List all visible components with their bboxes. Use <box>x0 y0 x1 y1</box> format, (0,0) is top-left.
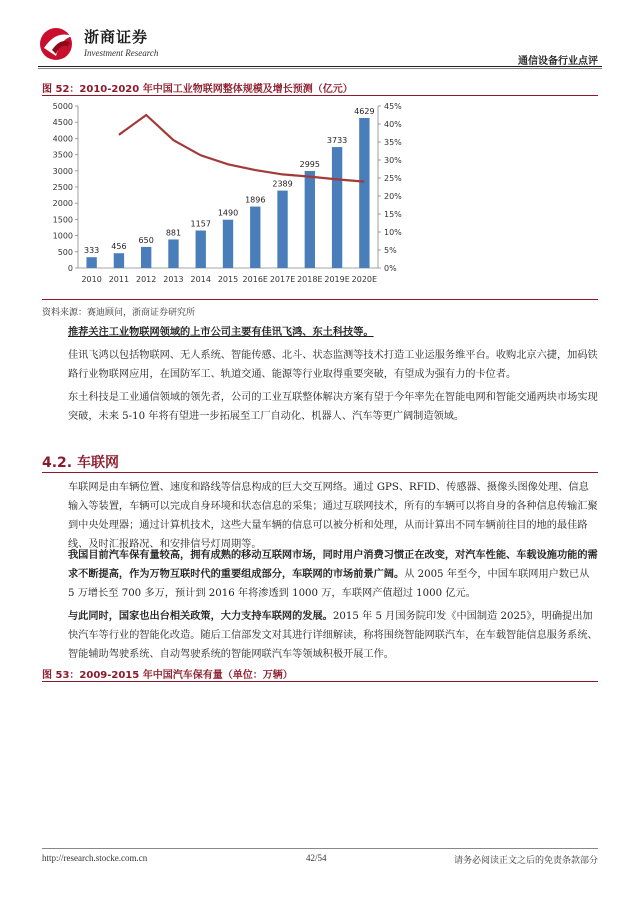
bar <box>332 147 342 268</box>
y-left-tick-label: 2500 <box>52 183 73 192</box>
x-tick-label: 2018E <box>297 275 323 284</box>
y-right-tick-label: 15% <box>384 210 402 219</box>
x-tick-label: 2019E <box>324 275 350 284</box>
iov-policy-bold: 与此同时，国家也出台相关政策，大力支持车联网的发展。 <box>68 610 333 622</box>
y-right-tick-label: 45% <box>384 102 402 111</box>
y-left-tick-label: 5000 <box>52 102 73 111</box>
x-tick-label: 2010 <box>81 275 102 284</box>
figure-52-title: 图 52：2010-2020 年中国工业物联网整体规模及增长预测（亿元） <box>42 84 353 95</box>
recommendation-text: 推荐关注工业物联网领域的上市公司主要有佳讯飞鸿、东土科技等。 <box>68 326 374 338</box>
page-number: 42/54 <box>306 853 327 863</box>
header-divider <box>38 66 602 67</box>
y-left-tick-label: 3500 <box>52 150 73 160</box>
x-tick-label: 2014 <box>190 275 211 284</box>
x-tick-label: 2013 <box>163 275 184 284</box>
y-right-tick-label: 40% <box>384 120 402 129</box>
bar <box>168 239 178 268</box>
bar-value-label: 650 <box>138 235 154 245</box>
bar <box>277 191 287 268</box>
y-right-tick-label: 5% <box>384 246 397 255</box>
bar-value-label: 4629 <box>354 107 375 117</box>
bar <box>250 207 260 268</box>
footer-divider <box>42 848 598 849</box>
bar <box>141 247 151 268</box>
y-left-tick-label: 2000 <box>52 199 73 209</box>
bar <box>223 220 233 268</box>
y-left-tick-label: 4000 <box>52 134 73 144</box>
bar-value-label: 2389 <box>272 179 293 189</box>
bar-value-label: 881 <box>165 228 182 238</box>
x-tick-label: 2011 <box>108 275 130 284</box>
kyland-paragraph: 东土科技是工业通信领域的领先者，公司的工业互联整体解决方案有望于今年率先在智能电网和智能交通两块市场实现突破，未来 5-10 年将有望进一步拓展至工厂自动化、机器人、汽车等更广阔制造领域。 <box>68 392 598 422</box>
y-left-tick-label: 1500 <box>52 215 73 225</box>
company-name: 浙商证券 <box>84 28 149 46</box>
company-logo-icon <box>38 26 78 62</box>
report-type: 通信设备行业点评 <box>518 56 598 67</box>
iov-policy-paragraph <box>68 607 598 664</box>
bar <box>114 253 124 268</box>
x-tick-label: 2017E <box>269 275 296 284</box>
iov-market-paragraph <box>68 546 598 603</box>
bar <box>86 257 96 268</box>
y-right-tick-label: 10% <box>384 228 402 237</box>
y-left-tick-label: 4500 <box>52 118 73 128</box>
iov-definition-paragraph: 车联网是由车辆位置、速度和路线等信息构成的巨大交互网络。通过 GPS、RFID、传感器、摄像头图像处理、信息输入等装置，车辆可以完成自身环境和状态信息的采集；通过互联网技术，所有的车辆可以将自身的各种信息传输汇聚到中央处理器；通过计算机技术，这些大量车辆的信息可以被分析和处理，从而计算出不同车辆前往目的地的最佳路线、及时汇报路况、和安排信号灯周期等。 <box>68 482 598 550</box>
industrial-iot-chart <box>42 96 414 296</box>
header-divider-secondary <box>38 68 602 69</box>
y-left-tick-label: 500 <box>57 247 73 257</box>
x-tick-label: 2015 <box>217 275 239 284</box>
bar-value-label: 1896 <box>245 195 266 205</box>
figure-53-divider <box>42 681 598 682</box>
y-right-tick-label: 0% <box>384 264 397 273</box>
iov-market-rest: 从 2005 年至今，中国车联网用户数已从 5 万增长至 700 多万，预计到 2016 年将渗透到 1000 万，车联网产值超过 1000 亿元。 <box>68 569 590 599</box>
y-left-tick-label: 0 <box>67 264 73 273</box>
bar-value-label: 333 <box>83 246 100 256</box>
y-right-tick-label: 35% <box>384 138 402 147</box>
y-left-tick-label: 3000 <box>52 166 73 176</box>
figure-bottom-divider <box>42 299 598 300</box>
y-right-tick-label: 20% <box>384 192 402 201</box>
x-tick-label: 2016E <box>242 275 268 284</box>
section-title: 4.2. 车联网 <box>42 455 119 471</box>
bar-value-label: 456 <box>111 242 127 252</box>
bar <box>305 171 315 268</box>
company-name-en: Investment Research <box>84 48 159 58</box>
x-tick-label: 2020E <box>351 275 378 284</box>
jiaxun-paragraph: 佳讯飞鸿以包括物联网、无人系统、智能传感、北斗、状态监测等技术打造工业运服务维平台。收购北京六捷，加码铁路行业物联网应用，在国防军工、轨道交通、能源等行业取得重要突破，有望成为强有力的卡位者。 <box>68 350 598 380</box>
bar-value-label: 2995 <box>299 159 320 169</box>
growth-rate-line <box>119 115 365 182</box>
y-left-tick-label: 1000 <box>52 231 73 241</box>
footer-disclaimer: 请务必阅读正文之后的免责条款部分 <box>453 856 598 866</box>
figure-source: 资料来源：赛迪顾问，浙商证券研究所 <box>42 308 196 318</box>
bar <box>196 231 206 268</box>
recommendation-paragraph <box>68 323 598 342</box>
bar <box>359 118 369 268</box>
x-tick-label: 2012 <box>136 275 157 284</box>
y-right-tick-label: 25% <box>384 174 402 183</box>
iov-market-bold: 我国目前汽车保有量较高，拥有成熟的移动互联网市场，同时用户消费习惯正在改变，对汽车性能、车载设施功能的需求不断提高，作为万物互联时代的重要组成部分，车联网的市场前景广阔。 <box>68 549 598 580</box>
bar-value-label: 1490 <box>217 208 239 218</box>
y-right-tick-label: 30% <box>384 156 402 165</box>
section-divider <box>42 472 598 473</box>
iov-policy-rest: 2015 年 5 月国务院印发《中国制造 2025》，明确提出加快汽车等行业的智能化改造。随后工信部发文对其进行详细解读，称将围绕智能网联汽车，在车载智能信息服务系统、智能辅助驾驶系统、自动驾驶系统的智能网联汽车等领域积极开展工作。 <box>68 611 598 660</box>
footer-url: http://research.stocke.com.cn <box>42 853 148 863</box>
bar-value-label: 1157 <box>190 219 211 229</box>
figure-53-title: 图 53：2009-2015 年中国汽车保有量（单位：万辆） <box>42 670 293 681</box>
bar-value-label: 3733 <box>326 136 348 146</box>
